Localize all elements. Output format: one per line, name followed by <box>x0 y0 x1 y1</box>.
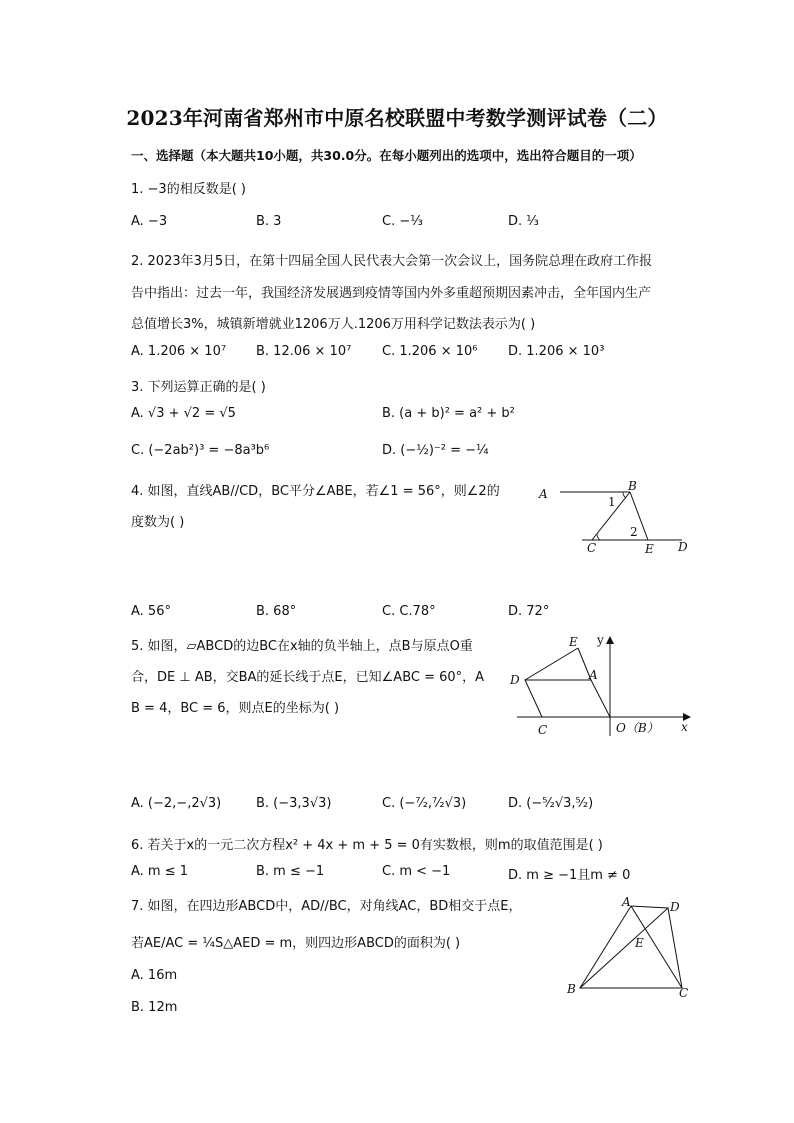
q6-option-c: C. m < −1 <box>382 864 451 879</box>
question-3-stem: 3. 下列运算正确的是( ) <box>131 380 266 395</box>
q4-option-d: D. 72° <box>508 604 550 619</box>
parallelogram-abcd <box>525 680 610 717</box>
q5-option-c: C. (−⁷⁄₂,⁷⁄₂√3) <box>382 796 467 811</box>
label-origin: O（B） <box>616 721 659 735</box>
label-e: E <box>635 936 644 950</box>
q5-option-a: A. (−2,−,2√3) <box>131 796 222 811</box>
q4-option-b: B. 68° <box>256 604 297 619</box>
q5-option-b: B. (−3,3√3) <box>256 796 332 811</box>
label-x: x <box>681 720 688 734</box>
diagonal-bd <box>580 908 668 988</box>
label-angle-1: 1 <box>608 495 616 509</box>
label-b: B <box>567 982 576 996</box>
q2-option-d: D. 1.206 × 10³ <box>508 344 605 359</box>
label-a: A <box>539 487 548 501</box>
label-d: D <box>678 540 688 554</box>
question-7-stem-line1: 7. 如图，在四边形ABCD中，AD//BC，对角线AC，BD相交于点E， <box>131 899 522 914</box>
question-2-stem-line2: 告中指出：过去一年，我国经济发展遇到疫情等国内外多重超预期因素冲击，全年国内生产 <box>131 286 652 301</box>
question-2-stem-line1: 2. 2023年3月5日，在第十四届全国人民代表大会第一次会议上，国务院总理在政府工作报 <box>131 254 653 269</box>
label-a: A <box>622 895 631 909</box>
label-c: C <box>679 986 689 1000</box>
q6-option-a: A. m ≤ 1 <box>131 864 189 879</box>
q1-option-a: A. −3 <box>131 214 168 229</box>
question-4-figure <box>530 478 700 558</box>
angle-2-arc <box>597 534 600 540</box>
question-2-stem-line3: 总值增长3%，城镇新增就业1206万人.1206万用科学记数法表示为( ) <box>131 317 536 332</box>
q3-option-c: C. (−2ab²)³ = −8a³b⁶ <box>131 443 270 458</box>
q5-option-d: D. (−⁵⁄₂√3,⁵⁄₂) <box>508 796 594 811</box>
label-a: A <box>589 668 598 682</box>
label-d: D <box>510 673 520 687</box>
question-7-stem-line2: 若AE/AC = ¼S△AED = m，则四边形ABCD的面积为( ) <box>131 936 461 951</box>
label-c: C <box>538 723 548 737</box>
label-e: E <box>569 635 578 649</box>
q1-option-d: D. ⅓ <box>508 214 539 229</box>
q4-option-c: C. C.78° <box>382 604 436 619</box>
question-5-stem-line1: 5. 如图，▱ABCD的边BC在x轴的负半轴上，点B与原点O重 <box>131 639 473 654</box>
label-c: C <box>587 541 597 555</box>
q7-option-b: B. 12m <box>131 1000 178 1015</box>
line-de <box>525 648 578 680</box>
page-title: 2023年河南省郑州市中原名校联盟中考数学测评试卷（二） <box>126 106 668 130</box>
q2-option-c: C. 1.206 × 10⁶ <box>382 344 478 359</box>
quadrilateral-abcd <box>580 906 682 988</box>
q4-option-a: A. 56° <box>131 604 171 619</box>
q1-option-c: C. −⅓ <box>382 214 423 229</box>
q2-option-a: A. 1.206 × 10⁷ <box>131 344 227 359</box>
question-5-figure <box>505 628 697 740</box>
question-6-stem: 6. 若关于x的一元二次方程x² + 4x + m + 5 = 0有实数根，则m的取值范围是( ) <box>131 838 603 853</box>
question-5-stem-line2: 合，DE ⊥ AB，交BA的延长线于点E，已知∠ABC = 60°，A <box>131 670 485 685</box>
y-axis-arrow <box>606 636 614 644</box>
label-b: B <box>628 479 637 493</box>
question-4-stem-line2: 度数为( ) <box>131 515 185 530</box>
label-d: D <box>670 900 680 914</box>
q7-option-a: A. 16m <box>131 968 178 983</box>
question-7-figure <box>560 892 700 1000</box>
q3-option-a: A. √3 + √2 = √5 <box>131 406 236 421</box>
question-4-stem-line1: 4. 如图，直线AB//CD，BC平分∠ABE，若∠1 = 56°，则∠2的 <box>131 484 500 499</box>
q3-option-d: D. (−½)⁻² = −¼ <box>382 443 489 458</box>
q6-option-b: B. m ≤ −1 <box>256 864 325 879</box>
label-e: E <box>645 542 654 556</box>
question-5-stem-line3: B = 4，BC = 6，则点E的坐标为( ) <box>131 701 340 716</box>
section-heading: 一、选择题（本大题共10小题，共30.0分。在每小题列出的选项中，选出符合题目的一项） <box>131 148 642 163</box>
label-angle-2: 2 <box>630 525 638 539</box>
label-y: y <box>597 633 604 647</box>
q2-option-b: B. 12.06 × 10⁷ <box>256 344 352 359</box>
q3-option-b: B. (a + b)² = a² + b² <box>382 406 515 421</box>
question-1-stem: 1. −3的相反数是( ) <box>131 182 246 197</box>
q1-option-b: B. 3 <box>256 214 282 229</box>
q6-option-d: D. m ≥ −1且m ≠ 0 <box>508 868 631 883</box>
